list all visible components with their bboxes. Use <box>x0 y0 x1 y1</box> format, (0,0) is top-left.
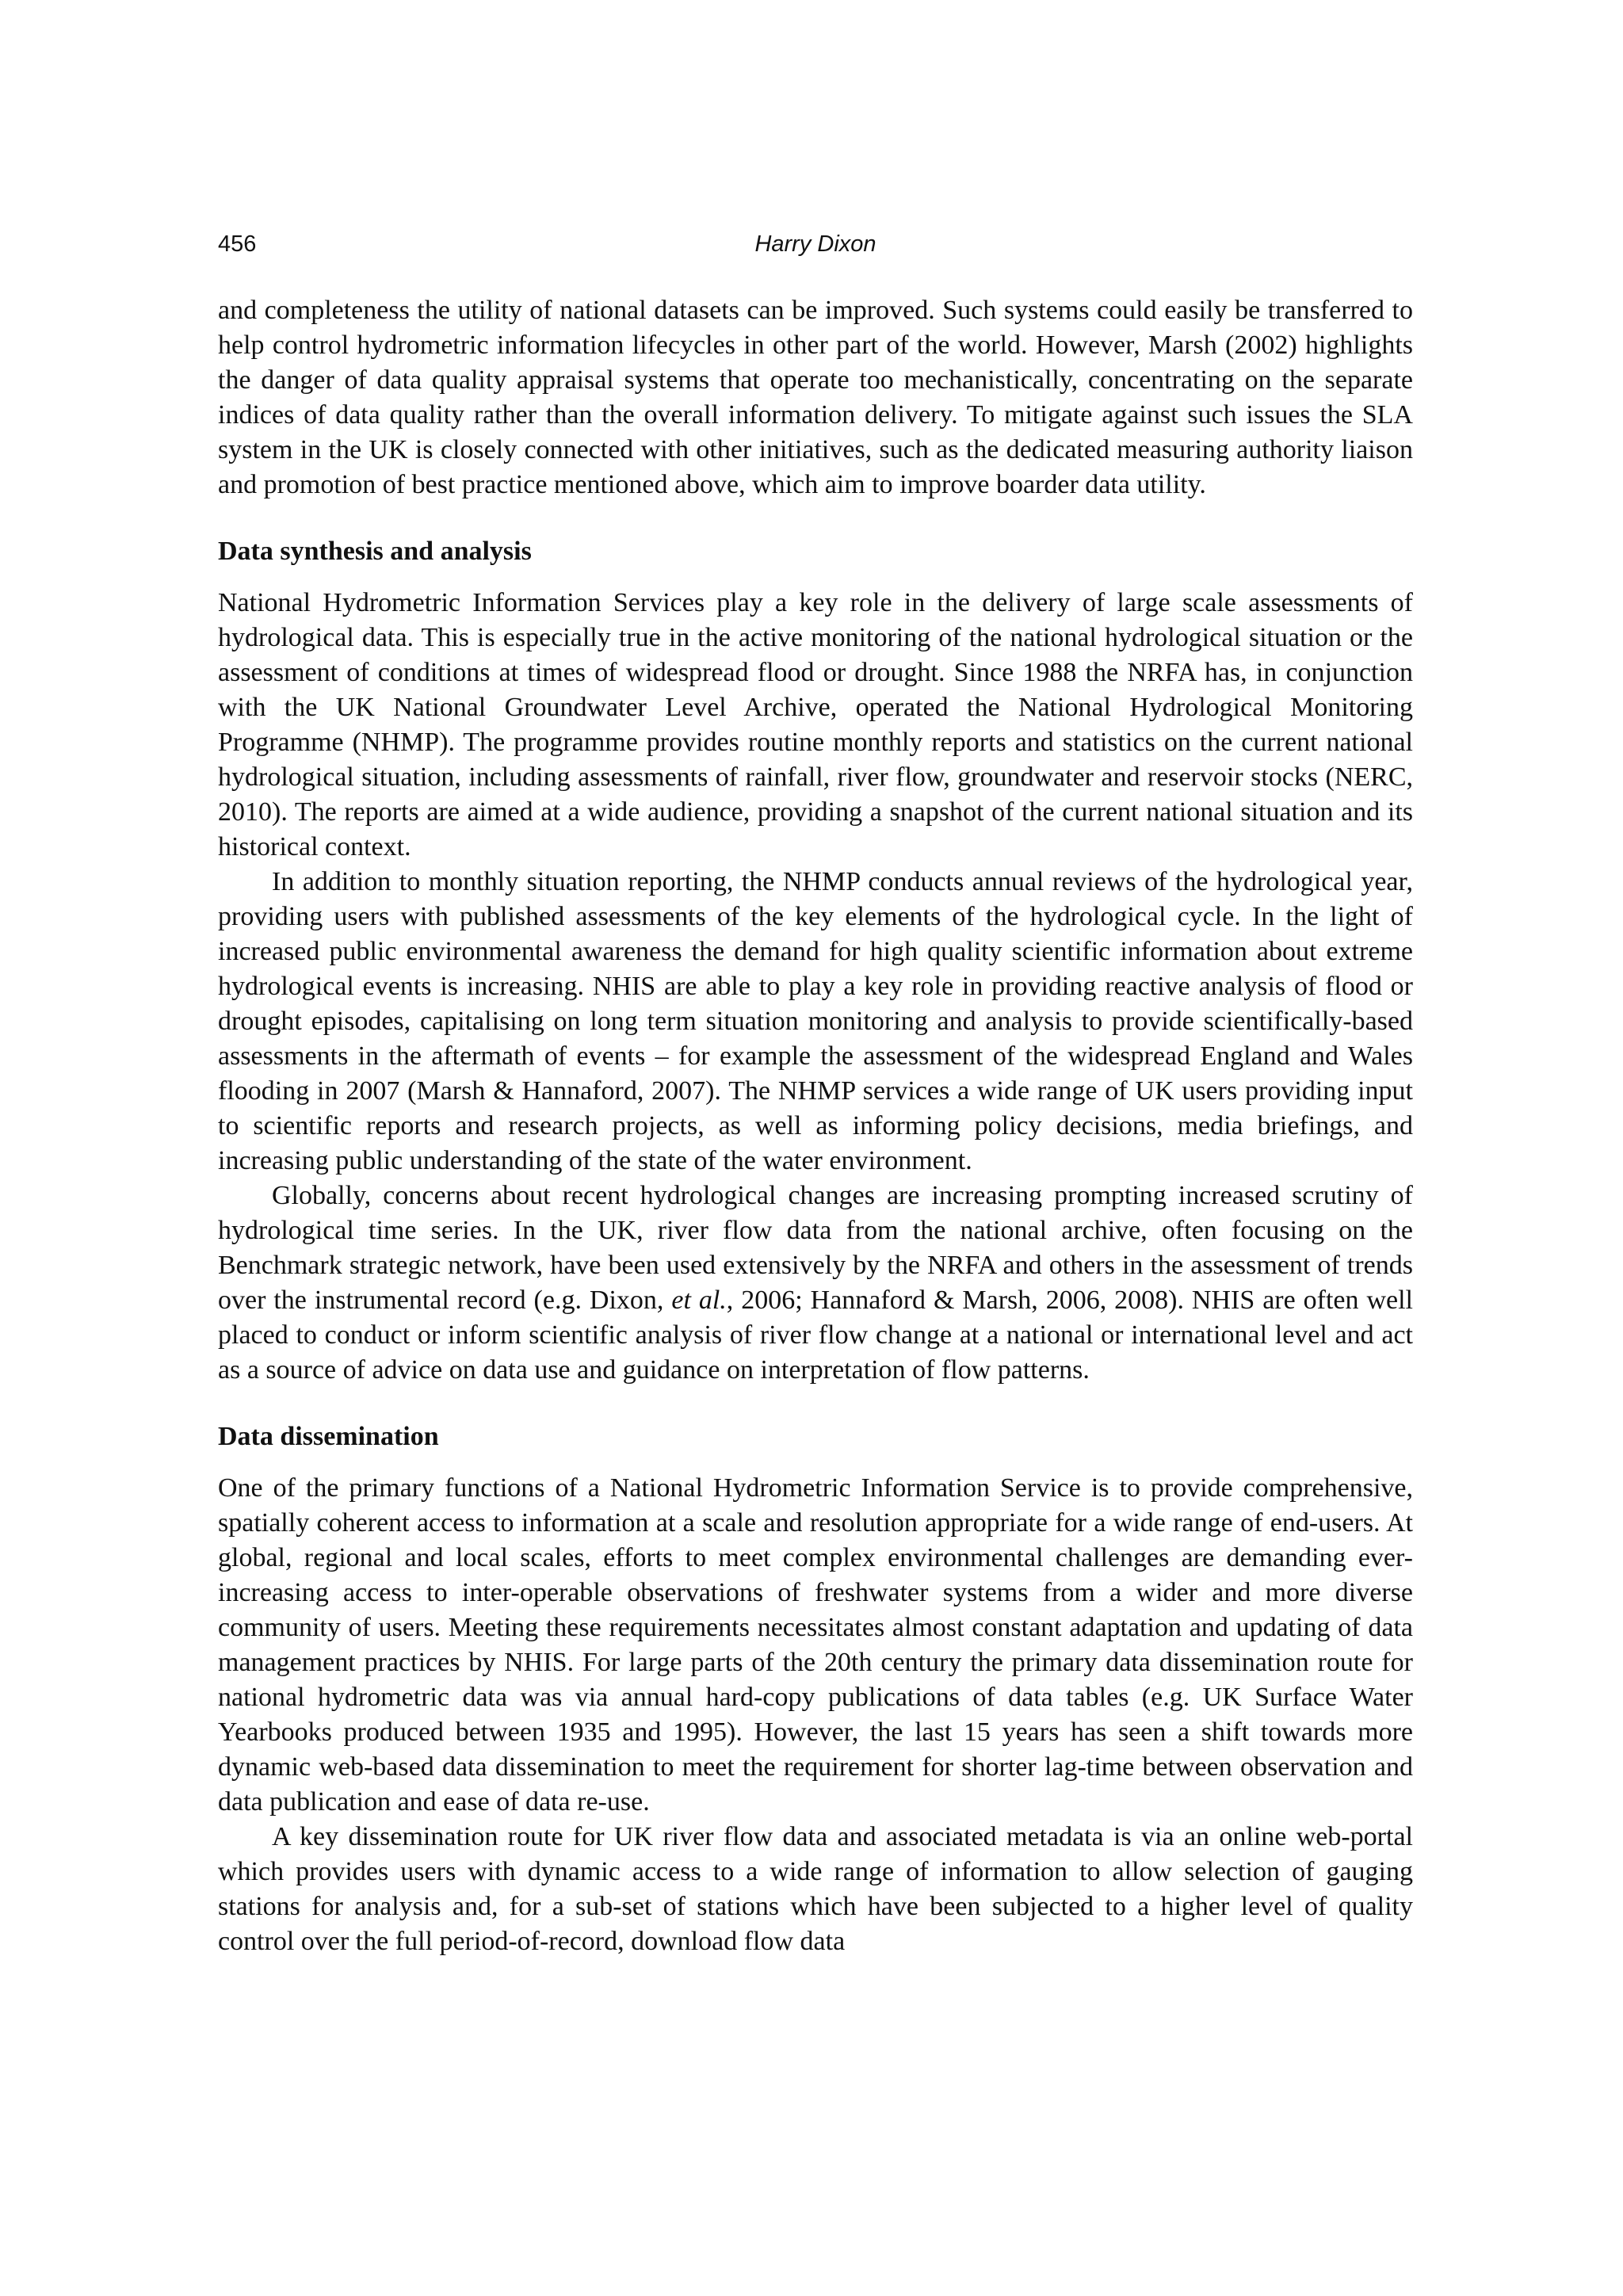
paragraph-global-trends <box>218 1179 1413 1388</box>
page-number: 456 <box>218 231 257 257</box>
paragraph-global-trends-italic: , et al. <box>656 1286 727 1315</box>
paragraph-continuation: and completeness the utility of national datasets can be improved. Such systems could easily be transferred to help control hydrometric information lifecycles in other part of the world. However, Marsh (2002) highlights the danger of data quality appraisal systems that operate too mechanistically, concentrating on the separate indices of data quality rather than the overall information delivery. To mitigate against such issues the SLA system in the UK is closely connected with other initiatives, such as the dedicated measuring authority liaison and promotion of best practice mentioned above, which aim to improve boarder data utility. <box>218 296 1413 499</box>
paragraph-web-portal: A key dissemination route for UK river flow data and associated metadata is via an online web-portal which provides users with dynamic access to a wide range of information to allow selection of gauging stations for analysis and, for a sub-set of stations which have been subjected to a higher level of quality control over the full period-of-record, download flow data <box>218 1822 1413 1956</box>
paragraph-nhis-role: National Hydrometric Information Services play a key role in the delivery of large scale assessments of hydrological data. This is especially true in the active monitoring of the national hydrological situation or the assessment of conditions at times of widespread flood or drought. Since 1988 the NRFA has, in conjunction with the UK National Groundwater Level Archive, operated the National Hydrological Monitoring Programme (NHMP). The programme provides routine monthly reports and statistics on the current national hydrological situation, including assessments of rainfall, river flow, groundwater and reservoir stocks (NERC, 2010). The reports are aimed at a wide audience, providing a snapshot of the current national situation and its historical context. <box>218 588 1413 861</box>
paragraph-global-trends-text-1: Globally, concerns about recent hydrological changes are increasing prompting increased scrutiny of hydrological time series. In the UK, river flow data from the national archive, often focusing on the Benchmark strategic network, have been used extensively by the NRFA and others in the assessment of trends over the instrumental record (e.g. Dixon <box>218 1181 1413 1315</box>
running-head <box>218 231 1413 263</box>
paragraph-global-trends-text-2: , 2006; Hannaford & Marsh, 2006, 2008). NHIS are often well placed to conduct or inform scientific analysis of river flow change at a national or international level and act as a source of advice on data use and guidance on interpretation of flow patterns. <box>218 1286 1414 1385</box>
section-heading-synthesis: Data synthesis and analysis <box>218 537 532 566</box>
body-text <box>218 293 1413 1959</box>
section-heading-dissemination: Data dissemination <box>218 1422 439 1451</box>
paragraph-nhmp-annual: In addition to monthly situation reporting, the NHMP conducts annual reviews of the hydrological year, providing users with published assessments of the key elements of the hydrological cycle. In the light of increased public environmental awareness the demand for high quality scientific information about extreme hydrological events is increasing. NHIS are able to play a key role in providing reactive analysis of flood or drought episodes, capitalising on long term situation monitoring and analysis to provide scientifically-based assessments in the aftermath of events – for example the assessment of the widespread England and Wales flooding in 2007 (Marsh & Hannaford, 2007). The NHMP services a wide range of UK users providing input to scientific reports and research projects, as well as informing policy decisions, media briefings, and increasing public understanding of the state of the water environment. <box>218 867 1413 1175</box>
running-title: Harry Dixon <box>754 231 876 257</box>
paragraph-dissemination-functions: One of the primary functions of a National Hydrometric Information Service is to provide comprehensive, spatially coherent access to information at a scale and resolution appropriate for a wide range of end-users. At global, regional and local scales, efforts to meet complex environmental challenges are demanding ever-increasing access to inter-operable observations of freshwater systems from a wider and more diverse community of users. Meeting these requirements necessitates almost constant adaptation and updating of data management practices by NHIS. For large parts of the 20th century the primary data dissemination route for national hydrometric data was via annual hard-copy publications of data tables (e.g. UK Surface Water Yearbooks produced between 1935 and 1995). However, the last 15 years has seen a shift towards more dynamic web-based data dissemination to meet the requirement for shorter lag-time between observation and data publication and ease of data re-use. <box>218 1473 1413 1817</box>
